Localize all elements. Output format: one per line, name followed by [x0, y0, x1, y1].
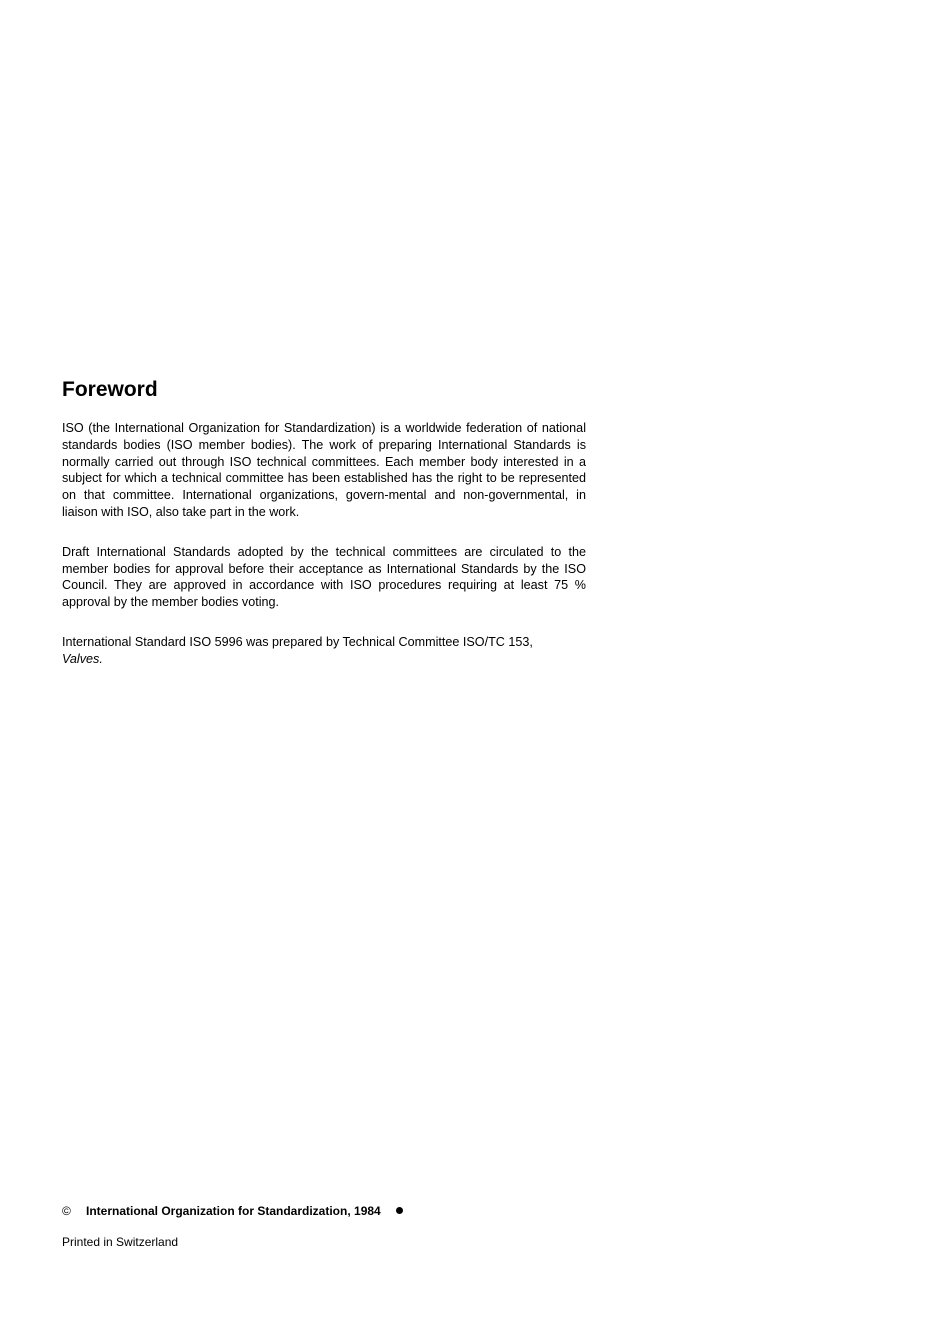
prepared-by-text: International Standard ISO 5996 was prepared by Technical Committee ISO/TC 153, — [62, 634, 533, 649]
foreword-section — [62, 376, 586, 691]
paragraph-draft-standards: Draft International Standards adopted by the technical committees are circulated to the member bodies for approval before their acceptance as International Standards by the ISO Council. They are approved in accordance with ISO procedures requiring at least 75 % approval by the member bodies voting. — [62, 544, 586, 610]
committee-name: Valves. — [62, 651, 103, 666]
printed-in-text: Printed in Switzerland — [62, 1235, 179, 1249]
paragraph-iso-intro: ISO (the International Organization for Standardization) is a worldwide federation of national standards bodies (ISO member bodies). The work of preparing International Standards is normally carried out through ISO technical committees. Each member body interested in a subject for which a technical committee has been established has the right to be represented on that committee. International organizations, govern-mental and non-governmental, in liaison with ISO, also take part in the work. — [62, 421, 586, 519]
page-title: Foreword — [62, 378, 158, 401]
copyright-text: International Organization for Standardization, 1984 — [86, 1204, 381, 1218]
paragraph-prepared-by — [62, 634, 586, 668]
copyright-icon: © — [62, 1204, 71, 1218]
copyright-line — [62, 1203, 403, 1219]
bullet-icon — [396, 1207, 403, 1214]
